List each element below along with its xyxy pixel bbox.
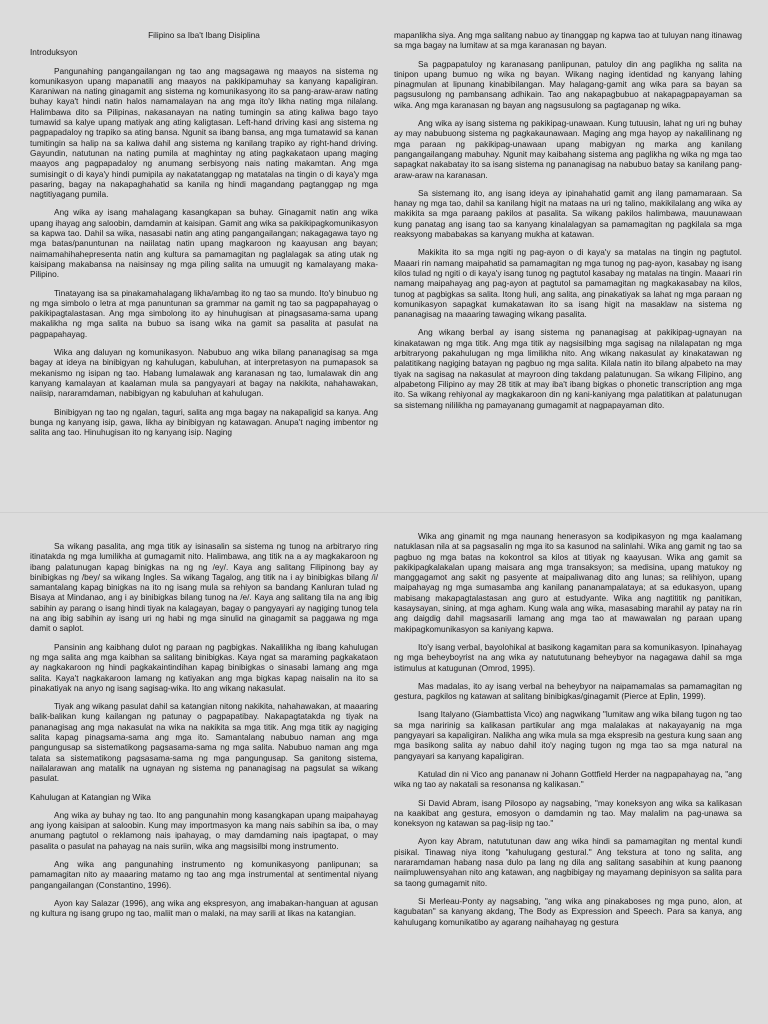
paragraph: Ayon kay Abram, natututunan daw ang wika hindi sa pamamagitan ng mental kundi pisikal. Tinawag niya itong "kahulugang gestural." Ang tekstura at tono ng salita, ang nararamdaman habang nasa dulo pa lang ng dila ang salitang sasabihin at kung paanong naiimpluwensyahan nito ang katawan, ang nagbibigay ng mayamang depinisyon sa salita para sa taong gumagamit nito. [394,836,742,888]
paragraph: Tinatayang isa sa pinakamahalagang likha/ambag ito ng tao sa mundo. Ito'y binubuo ng ng mga simbolo o letra at mga panuntunan sa grammar na gamit ng tao sa pagpapahayag o pakikipagtalastasan. Ang mga simbolong ito ay hinuhugisan at pinagsasama-sama upang makalikha ng mga salita na bubuo sa isang wika na gamit sa pasalita at pasulat na pagpapahayag. [30,287,378,339]
column-bottom-right [394,531,742,935]
paragraph: Isang Italyano (Giambattista Vico) ang nagwikang "lumitaw ang wika bilang tugon ng tao sa mga naririnig sa kalikasan partikular ang mga malalakas at nakayayanig na mga pangyayari sa kapaligiran. Nalikha ang wika mula sa mga ekspresib na gestura kung saan ang mga basikong salita ay nabuo dahil ito'y naging tugon ng mga tao sa mga natural na pangyayari sa kanyang kapaligiran. [394,709,742,761]
paragraph: Ang wikang berbal ay isang sistema ng pananagisag at pakikipag-ugnayan na kinakatawan ng mga titik. Ang mga titik ay nagsisilbing mga sagisag na nilalapatan ng mga arbitraryong pakahulugan ng mga limilikha nito. Ang wikang nakasulat ay kinakatawan ng palatitikang nagiging batayan ng pagbuo ng mga salita. Kilala natin ito bilang alpabeto na may tiyak na sagisag na nakasulat at mayroon ding takdang palatunugan. Sa wikang Filipino, ang alpabetong Filipino ay may 28 titik at may iba't ibang bigkas o phonetic transcription ang mga ito. Sa wikang rehiyonal ay magkakaroon din ng kani-kaniyang mga palatitikan at palatunugan sa sistemang nililikha ng pamayanang gumagamit at nagpapayaman dito. [394,327,742,410]
column-top-right [394,30,742,418]
paragraph: Sa sistemang ito, ang isang ideya ay ipinahahatid gamit ang ilang pamamaraan. Sa hanay ng mga tao, dahil sa kanilang higit na mataas na uri ng talino, makikilalang ang wika ay makikita sa mga paraang pakilos at pasalita. Sa wikang pakilos halimbawa, mauunawaan kung panatag ang isang tao sa kanyang kinalalagyan sa pamamagitan ng pagkilala sa mga reaksyong mababakas sa kanyang mukha at katawan. [394,187,742,240]
paragraph: Pangunahing pangangailangan ng tao ang magsagawa ng maayos na sistema ng komunikasyon upang mapanatili ang maayos na pakikipamuhay sa kanyang kapaligiran. Karaniwan na nating ginagamit ang sistema ng komunikasyong ito sa pang-araw-araw nating buhay kaya't hindi natin halos namamalayan na ang mga ito'y likha nating mga nilalang. Halimbawa dito sa Pilipinas, nakasanayan na nating tumingin sa ating kaliwa bago tayo tumawid sa kalye upang matiyak ang ating kaligtasan. Left-hand driving kasi ang sistema ng pagpapadaloy ng trapiko sa ating bansa. Ngunit sa ibang bansa, ang mga tumatawid sa kanan tumitingin sa halip na sa kaliwa dahil ang sistema ng kanilang trapiko ay right-hand driving. Gayundin, natutunan na nating pumila at maghintay ng ating pagkakataon upang maging maayos ang pagpapadaloy ng anumang serbisyong nais nating makamtan. Ang mga sumisingit o di kaya'y hindi pumipila ay nakatatanggap ng matatalas na tingin o di kaya'y mga pasaring, bagay na nakapaghahatid sa kanila ng hindi magandang pagtanggap ng mga nagtitiyagang pumila. [30,65,378,200]
paragraph: Mas madalas, ito ay isang verbal na beheybyor na naipamamalas sa pamamagitan ng gestura, pagkilos ng katawan at salitang binibigkas/ginagamit (Pierce at Eplin, 1999). [394,680,742,702]
paragraph: Wika ang ginamit ng mga naunang henerasyon sa kodipikasyon ng mga kaalamang natuklasan nila at sa pagsasalin ng mga ito sa kasunod na salinlahi. Wika ang gamit ng tao sa pagbuo ng mga batas na kokontrol sa kilos at titiyak ng kaayusan. Wika ang gamit sa pakikipagkalakalan upang maisara ang mga transaksyon; sa medisina, upang matukoy ng manggagamot ang sakit ng pasyente at maipaliwanag dito ang lunas; sa relihiyon, upang maipahayag ng mga sumasamba ang kanilang pananampalataya; at sa edukasyon, upang mabisang makapagtalastasan ang guro at estudyante. Wika ang nagtititik ng panitikan, kasaysayan, sining, at mga agham. Kung wala ang wika, masasabing marahil ay patay na rin ang daigdig dahil magsasarili lamang ang mga tao at mawawalan ng paraan upang makipagkomunikasyon sa kaniyang kapwa. [394,531,742,634]
page-divider [0,512,768,513]
paragraph: Ang wika ay isang mahalagang kasangkapan sa buhay. Ginagamit natin ang wika upang ihayag ang saloobin, damdamin at kaisipan. Gamit ang wika sa pakikipagkomunikasyon sa kapwa tao. Dahil sa wika, nasasabi natin ang ating pangangailangan; nakagagawa tayo ng mga batas/panuntunan na naiilatag natin upang magkaroon ng kaayusan ang bayan; naimamahihahepresenta natin ang kultura sa pamamagitan ng paglalagak sa ating utak ng kaisipang makabansa na naisinsay ng mga piling salita na umuugit ng kamalayang maka-Pilipino. [30,207,378,280]
paragraph: Si David Abram, isang Pilosopo ay nagsabing, "may koneksyon ang wika sa kalikasan na kaakibat ang gestura, emosyon o damdamin ng tao. May malalim na pag-unawa sa koneksyon ng katawan sa pag-iisip ng tao." [394,797,742,829]
paragraph: Si Merleau-Ponty ay nagsabing, "ang wika ang pinakaboses ng mga puno, alon, at kagubatan" sa kanyang akdang, The Body as Expression and Speech. Para sa kanya, ang kahulugang komunikatibo ay agarang naihahayag ng gestura [394,895,742,927]
paragraph: Ang wika ang pangunahing instrumento ng komunikasyong panlipunan; sa pamamagitan nito ay maaaring matamo ng tao ang mga instrumental at sentimental niyang pangangailangan (Constantino, 1996). [30,859,378,890]
paragraph: Tiyak ang wikang pasulat dahil sa katangian nitong nakikita, nahahawakan, at maaaring balik-balikan kung kailangan ng patunay o pagpapatibay. Nakapagtatakda ng tiyak na pananagisag ang mga nakasulat na wika na nakikita sa mga titik. Ang mga titik ay nagiging salita kapag pinagsama-sama ang mga ito. Samantalang nabubuo naman ang mga pangungusap sa sistematikong pagsasama-sama ng mga salita. Nabubuo naman ang mga talata sa sistematikong pagsasama-sama ng mga pangungusap. Sa ganitong sistema, nailalarawan ang matalik na ugnayan ng sistema ng pananagisag na pagsulat sa wikang pasulat. [30,701,378,784]
column-bottom-left [30,541,378,927]
section-heading-introduksyon: Introduksyon [30,47,78,58]
column-top-left [30,30,378,445]
paragraph: mapanlikha siya. Ang mga salitang nabuo ay tinanggap ng kapwa tao at tuluyan nang itinawag sa mga bagay na lumitaw at sa mga karanasan ng bayan. [394,30,742,51]
paragraph: Ito'y isang verbal, bayolohikal at basikong kagamitan para sa komunikasyon. Ipinahayag ng mga beheyboyrist na ang wika ay natututunang beheybyor na nagagawa dahil sa mga istimulus at katugunan (Omrod, 1995). [394,641,742,673]
paragraph: Ang wika ay isang sistema ng pakikipag-unawaan. Kung tutuusin, lahat ng uri ng buhay ay may nabubuong sistema ng pagkakaunawaan. Maging ang mga hayop ay nakalilinang ng mga paraan ng pakikipag-unawaan upang mabigyan ng marka ang kanilang pangangailangang mabuhay. Ngunit may kaibahang sistema ang paglikha ng wika ng mga tao sapagkat nakabatay ito sa isang sistema ng pananagisag na nabubuo batay sa kanilang pang-araw-araw na karanasan. [394,118,742,180]
paragraph: Pansinin ang kaibhang dulot ng paraan ng pagbigkas. Nakalilikha ng ibang kahulugan ng mga salita ang mga kaibhan sa salitang binibigkas. Kaya ngat sa maraming pagkakataon ay nagkakaroon ng hindi pagkakaintindihan kapag binibigkas o sinasabi lamang ang mga salita. Kaya't nagkakaroon lamang ng katiyakan ang mga bigkas kapag naisalin na ito sa pinakatiyak na anyo ng isang sagisag-wika. Ito ang wikang nakasulat. [30,641,378,693]
paragraph: Wika ang daluyan ng komunikasyon. Nabubuo ang wika bilang pananagisag sa mga bagay at ideya na binibigyan ng kahulugan, kabuluhan, at interpretasyon na pumapasok sa mekanismo ng isipan ng tao. Habang lumalawak ang karanasan ng tao, lumalawak din ang kanyang kamalayan at kaalaman mula sa pangyayari at bagay na nakikita, nahahawakan, naiisip, nararamdaman, nabibigyan ng kabuluhan at kahulugan. [30,347,378,399]
paragraph: Ang wika ay buhay ng tao. Ito ang pangunahin mong kasangkapan upang maipahayag ang iyong kaisipan at saloobin. Kung may importmasyon ka mang nais sabihin sa iba, o may anumang pagtutol o reklamong nais ipahayag, o may damdaming nais ipagtapat, o may pasalita o pasulat na pahayag na nais suriin, wika ang magsisilbi mong instrumento. [30,809,378,851]
paragraph: Sa pagpapatuloy ng karanasang panlipunan, patuloy din ang paglikha ng salita na tinipon upang bumuo ng wika ng bayan. Wikang naging identidad ng kanyang lahing pinagmulan at lipunang kinabibilangan. May halagang-gamit ang wika para sa bayan sa pagsusulong ng pambansang adhikain. Tao ang nakapagbubuo at nakapagpapayaman sa wika. Ang mga karanasan ng bayan ang nagsusulong sa pagtaganap ng wika. [394,58,742,110]
paragraph: Katulad din ni Vico ang pananaw ni Johann Gottfield Herder na nagpapahayag na, "ang wika ng tao ay nakatali sa resonansa ng kalikasan." [394,768,742,790]
paragraph: Makikita ito sa mga ngiti ng pag-ayon o di kaya'y sa matalas na tingin ng pagtutol. Maaari rin namang maipahatid sa pamamagitan ng mga tunog ng pag-ayon, kasabay ng isang kilos tulad ng ngiti o di kaya'y isang tunog ng pagtutol kasabay ng matalas na tingin. Maaari rin namang maipahayag ang pag-ayon at pagtutol sa pamamagitan ng magkakasabay na kilos, tunog at pagbigkas sa salita. Itong huli, ang salita, ang pinakatiyak sa lahat ng mga paraan ng komunikasyon sapagkat kumakatawan ito sa isang higit na masaklaw na sistema ng pananagisag na maaaring tawaging wikang pasalita. [394,247,742,320]
section-heading-kahulugan: Kahulugan at Katangian ng Wika [30,791,151,802]
document-title: Filipino sa Iba't Ibang Disiplina [148,30,260,40]
paragraph: Binibigyan ng tao ng ngalan, taguri, salita ang mga bagay na nakapaligid sa kanya. Ang bunga ng kanyang isip, gawa, likha ay binibigyan ng katawagan. Anupa't naging imbentor ng salita ang tao. Hinuhugisan ito ng kanyang isip. Naging [30,406,378,438]
paragraph: Ayon kay Salazar (1996), ang wika ang ekspresyon, ang imabakan-hanguan at agusan ng kultura ng isang grupo ng tao, maliit man o malaki, na may sarili at likas na katangian. [30,897,378,919]
paragraph: Sa wikang pasalita, ang mga titik ay isinasalin sa sistema ng tunog na arbitraryo ring itinatakda ng mga lumilikha at gumagamit nito. Halimbawa, ang titik na a ay magkakaroon ng ibang palatunugan kapag binigkas na ng ng /ey/. Kaya ang salitang Filipinong bay ay binibigkas ng /bey/ sa wikang Ingles. Sa wikang Tagalog, ang titik na i ay binibigkas bilang /i/ samantalang kapag binigkas na ito ng isang mula sa rehiyon sa bandang Kanluran tulad ng Bisaya at Mindanao, ang i ay binibigkas bilang tunog na /e/. Kaya ang salitang tila na ang ibig sabihin ay parang o isang hindi tiyak na kalagayan, bagay o pangyayari ay nagiging tunog tela na ang ibig sabihin ay isang uri ng habi ng mga sinulid na ginagamit sa paggawa ng mga damit o saplot. [30,541,378,634]
